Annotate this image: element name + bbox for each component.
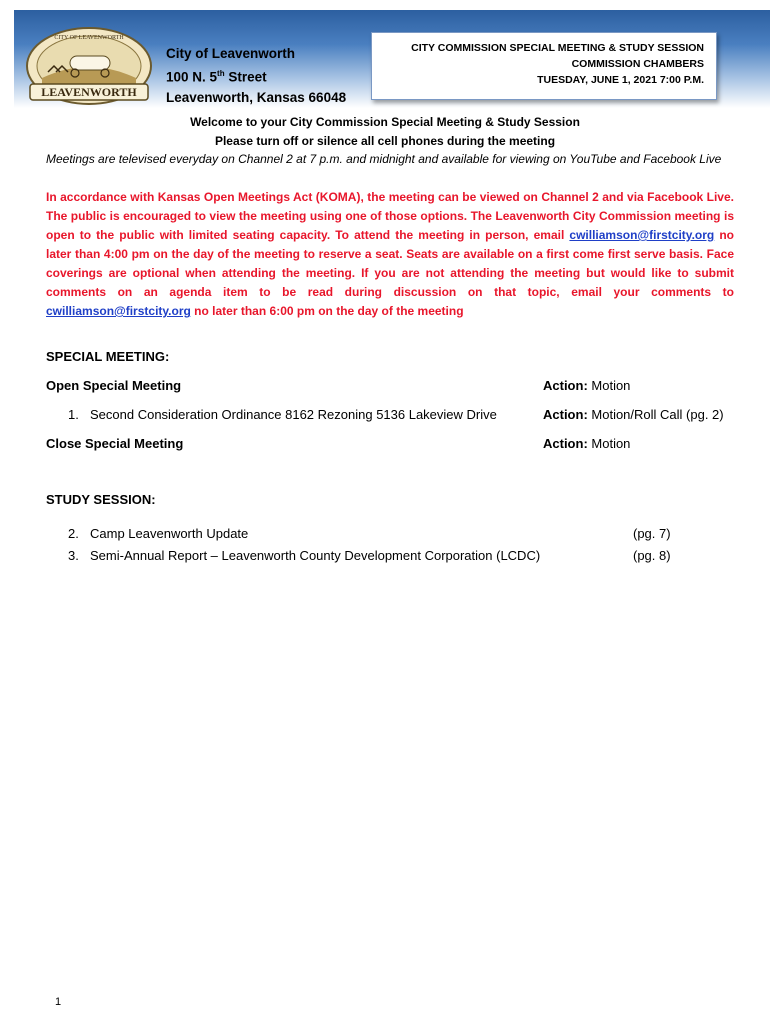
agenda-item-3 <box>68 548 540 563</box>
koma-notice <box>46 188 734 321</box>
close-action <box>543 436 630 451</box>
item2-page-ref: (pg. 7) <box>633 526 671 541</box>
item1-action <box>543 407 724 422</box>
seal-banner-text: LEAVENWORTH <box>41 85 137 99</box>
meeting-title: CITY COMMISSION SPECIAL MEETING & STUDY SESSION <box>411 42 704 54</box>
notice-text-2: no later than 4:00 pm on the day of the meeting to reserve a seat. Seats are available on a first come first serve basis. Face coverings are optional when attending the meeting. If you are not attending the meeting but would like to submit comments on an agenda item to be read during discussion on that topic, email your comments to <box>46 228 735 299</box>
notice-text-3: no later than 6:00 pm on the day of the meeting <box>190 304 464 318</box>
item-text: Second Consideration Ordinance 8162 Rezoning 5136 Lakeview Drive <box>90 407 497 422</box>
open-special-meeting: Open Special Meeting <box>46 378 182 393</box>
action-label: Action: <box>543 407 588 422</box>
city-state-zip: Leavenworth, Kansas 66048 <box>166 89 347 105</box>
city-address-block <box>166 44 366 108</box>
item-text: Semi-Annual Report – Leavenworth County Development Corporation (LCDC) <box>90 548 541 563</box>
city-name: City of Leavenworth <box>166 46 296 61</box>
item-number: 3. <box>68 548 79 563</box>
action-value: Motion <box>587 378 631 393</box>
item-number: 2. <box>68 526 79 541</box>
close-special-meeting: Close Special Meeting <box>46 436 184 451</box>
street-name: Street <box>224 69 267 85</box>
street-number: 100 N. 5 <box>166 69 218 85</box>
agenda-item-1 <box>68 407 497 422</box>
action-label: Action: <box>543 378 588 393</box>
city-seal-logo <box>20 26 158 108</box>
action-value: Motion <box>587 436 631 451</box>
item-text: Camp Leavenworth Update <box>90 526 249 541</box>
silence-phones-line: Please turn off or silence all cell phones during the meeting <box>214 134 556 148</box>
email-link-1[interactable]: cwilliamson@firstcity.org <box>569 228 715 242</box>
study-session-heading: STUDY SESSION: <box>46 492 156 507</box>
action-value: Motion/Roll Call (pg. 2) <box>587 407 724 422</box>
meeting-location: COMMISSION CHAMBERS <box>571 58 704 70</box>
meeting-title-box <box>371 32 717 100</box>
email-link-2[interactable]: cwilliamson@firstcity.org <box>46 304 191 318</box>
televised-note: Meetings are televised everyday on Channel 2 at 7 p.m. and midnight and available for viewing on YouTube and Facebook Live <box>46 152 722 166</box>
notice-text-1: In accordance with Kansas Open Meetings Act (KOMA), the meeting can be viewed on Channel 2 and via Facebook Live. The public is encouraged to view the meeting using one of those options. The Leavenworth City Commission meeting is open to the public with limited seating capacity. To attend the meeting in person, email <box>46 190 734 242</box>
open-action <box>543 378 630 393</box>
action-label: Action: <box>543 436 588 451</box>
street-address <box>166 64 366 88</box>
item3-page-ref: (pg. 8) <box>633 548 671 563</box>
seal-ring-text: CITY OF LEAVENWORTH <box>54 35 124 41</box>
welcome-line: Welcome to your City Commission Special Meeting & Study Session <box>190 115 580 129</box>
agenda-item-2 <box>68 526 248 541</box>
item-number: 1. <box>68 407 79 422</box>
street-ordinal: th <box>217 69 225 78</box>
page-number: 1 <box>55 996 62 1008</box>
meeting-datetime: TUESDAY, JUNE 1, 2021 7:00 P.M. <box>537 74 704 86</box>
special-meeting-heading: SPECIAL MEETING: <box>46 349 170 364</box>
